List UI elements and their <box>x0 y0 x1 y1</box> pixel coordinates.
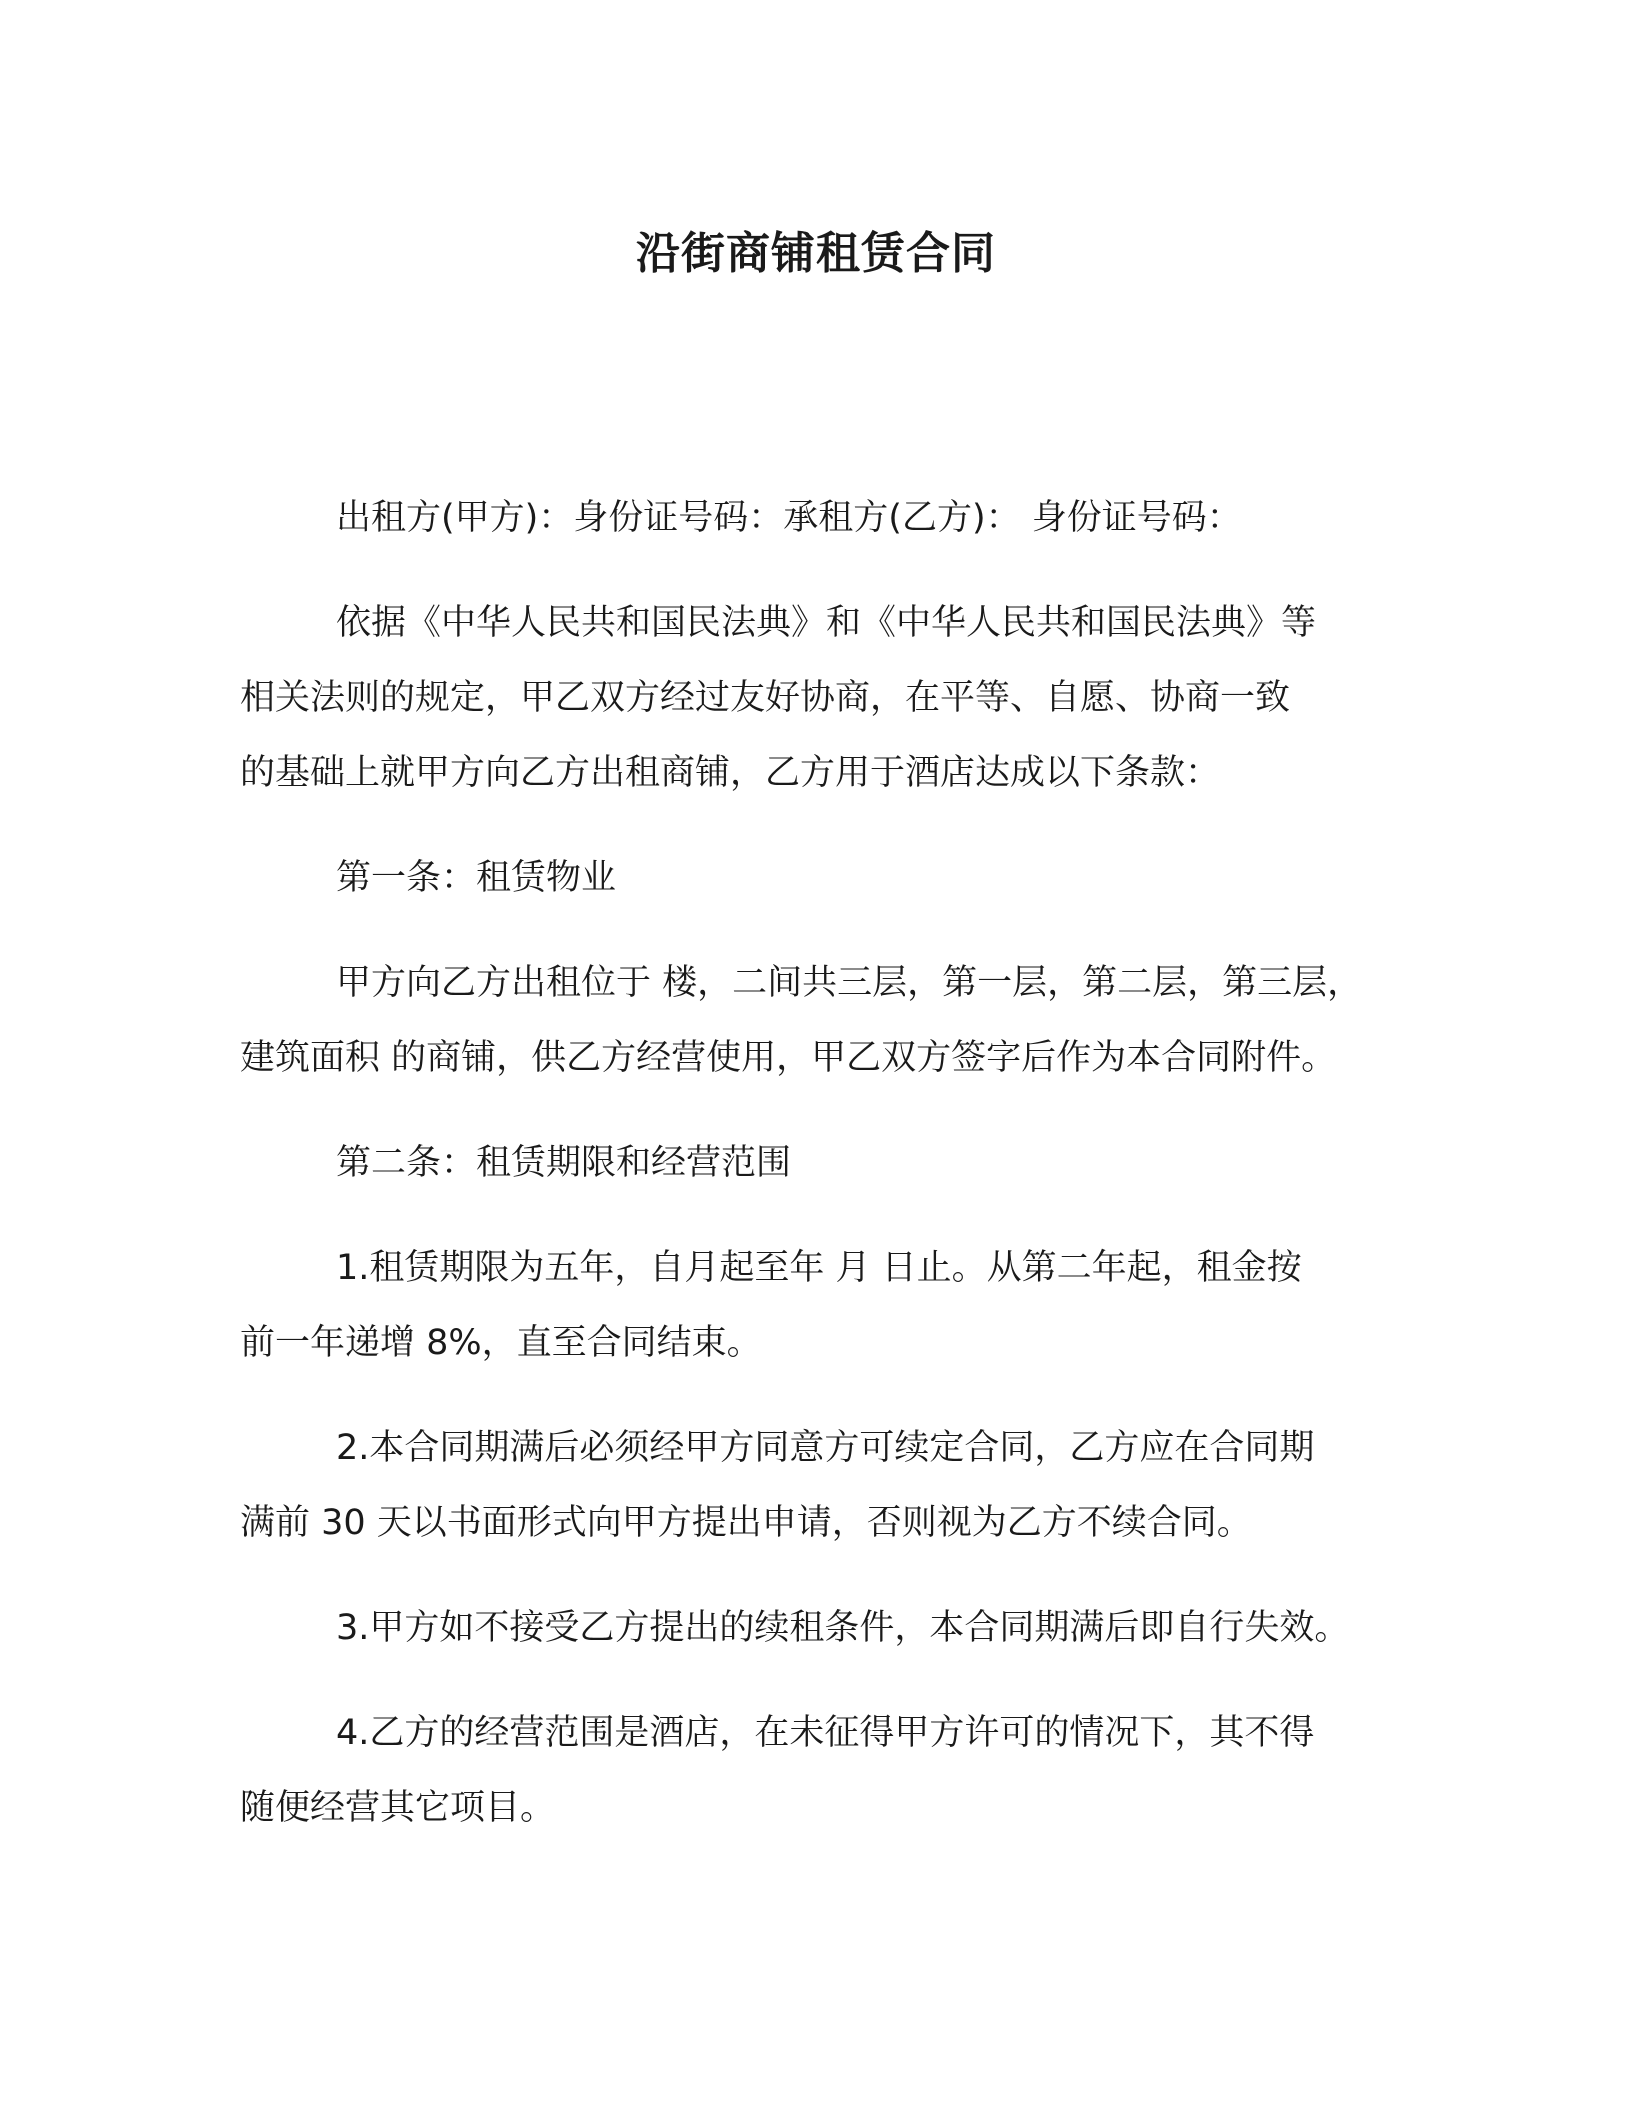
parties-line: 出租方(甲方)：身份证号码：承租方(乙方)： 身份证号码： <box>336 498 1242 538</box>
clause-1-line-2: 前一年递增 8%，直至合同结束。 <box>240 1323 762 1363</box>
document-title: 沿街商铺租赁合同 <box>636 228 996 279</box>
clause-2-line-2: 满前 30 天以书面形式向甲方提出申请，否则视为乙方不续合同。 <box>240 1503 1252 1543</box>
article-1-line-2: 建筑面积 的商铺，供乙方经营使用，甲乙双方签字后作为本合同附件。 <box>240 1038 1337 1078</box>
preamble-line-3: 的基础上就甲方向乙方出租商铺，乙方用于酒店达成以下条款： <box>240 753 1221 793</box>
preamble-line-1: 依据《中华人民共和国民法典》和《中华人民共和国民法典》等 <box>336 603 1317 643</box>
preamble-line-2: 相关法则的规定，甲乙双方经过友好协商，在平等、自愿、协商一致 <box>240 678 1291 718</box>
article-1-line-1: 甲方向乙方出租位于 楼，二间共三层，第一层，第二层，第三层， <box>336 963 1363 1003</box>
clause-3-line-1: 3.甲方如不接受乙方提出的续租条件，本合同期满后即自行失效。 <box>336 1608 1350 1648</box>
clause-2-line-1: 2.本合同期满后必须经甲方同意方可续定合同，乙方应在合同期 <box>336 1428 1315 1468</box>
article-2-heading: 第二条：租赁期限和经营范围 <box>336 1143 792 1183</box>
clause-4-line-1: 4.乙方的经营范围是酒店，在未征得甲方许可的情况下，其不得 <box>336 1713 1315 1753</box>
clause-1-line-1: 1.租赁期限为五年，自月起至年 月 日止。从第二年起，租金按 <box>336 1248 1302 1288</box>
clause-4-line-2: 随便经营其它项目。 <box>240 1788 556 1828</box>
article-1-heading: 第一条：租赁物业 <box>336 858 617 898</box>
